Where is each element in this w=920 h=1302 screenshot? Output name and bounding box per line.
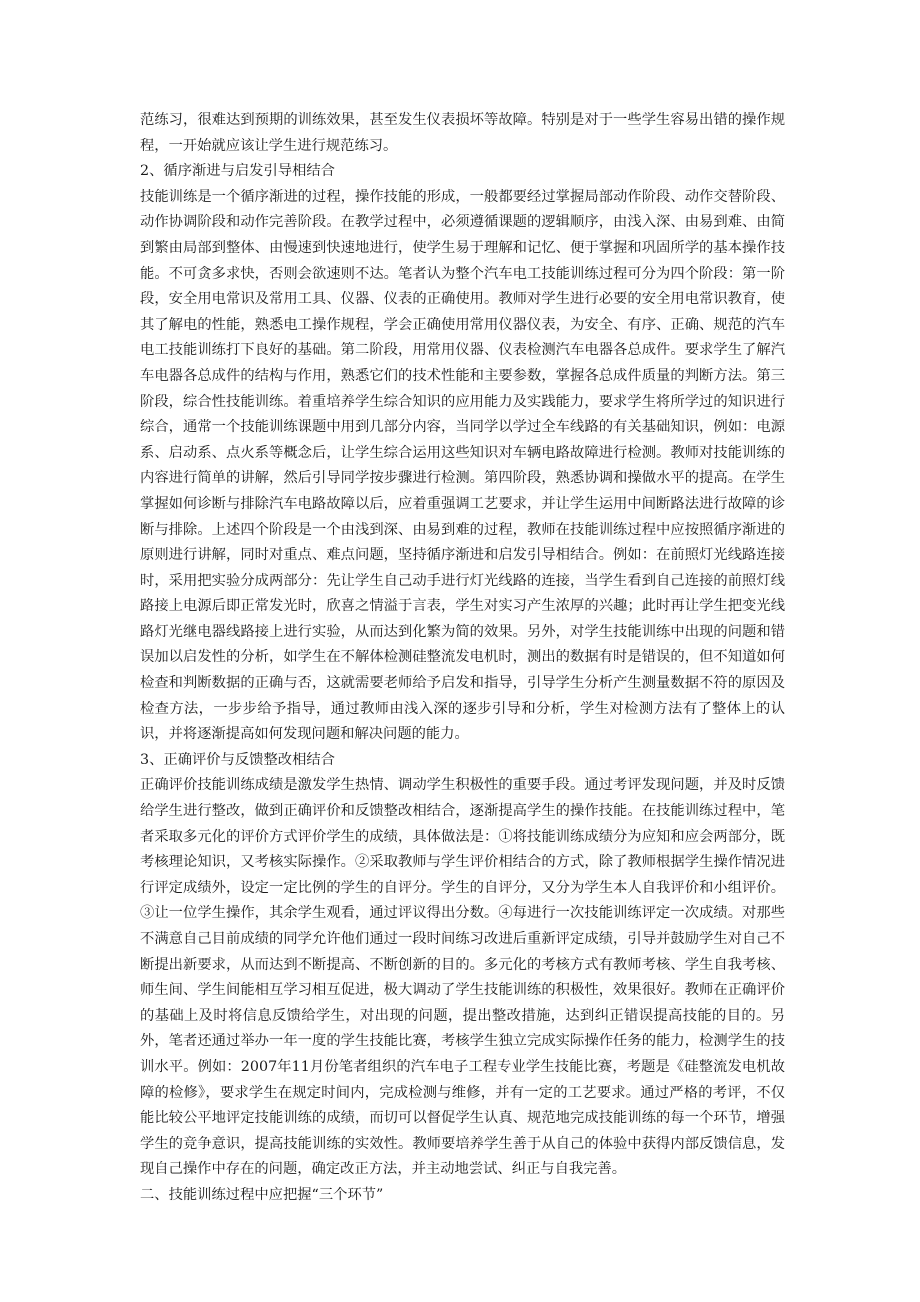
heading-section-2: 2、循序渐进与启发引导相结合	[140, 163, 335, 180]
paragraph-section-2: 技能训练是一个循序渐进的过程，操作技能的形成，一般都要经过掌握局部动作阶段、动作交替阶段、动作协调阶段和动作完善阶段。在教学过程中，必须遵循课题的逻辑顺序，由浅入深、由易到难、由简到繁由局部到整体、由慢速到快速地进行，使学生易于理解和记忆、便于掌握和巩固所学的基本操作技能。不可贪多求快，否则会欲速则不达。笔者认为整个汽车电工技能训练过程可分为四个阶段：第一阶段，安全用电常识及常用工具、仪器、仪表的正确使用。教师对学生进行必要的安全用电常识教育，使其了解电的性能，熟悉电工操作规程，学会正确使用常用仪器仪表，为安全、有序、正确、规范的汽车电工技能训练打下良好的基础。第二阶段，用常用仪器、仪表检测汽车电器各总成件。要求学生了解汽车电器各总成件的结构与作用，熟悉它们的技术性能和主要参数，掌握各总成件质量的判断方法。第三阶段，综合性技能训练。着重培养学生综合知识的应用能力及实践能力，要求学生将所学过的知识进行综合，通常一个技能训练课题中用到几部分内容，当同学以学过全车线路的有关基础知识，例如：电源系、启动系、点火系等概念后，让学生综合运用这些知识对车辆电路故障进行检测。教师对技能训练的内容进行简单的讲解，然后引导同学按步骤进行检测。第四阶段，熟悉协调和操做水平的提高。在学生掌握如何诊断与排除汽车电路故障以后，应着重强调工艺要求，并让学生运用中间断路法进行故障的诊断与排除。上述四个阶段是一个由浅到深、由易到难的过程，教师在技能训练过程中应按照循序渐进的原则进行讲解，同时对重点、难点问题，坚持循序渐进和启发引导相结合。例如：在前照灯光线路连接时，采用把实验分成两部分：先让学生自己动手进行灯光线路的连接，当学生看到自己连接的前照灯线路接上电源后即正常发光时，欣喜之情溢于言表，学生对实习产生浓厚的兴趣；此时再让学生把变光线路灯光继电器线路接上进行实验，从而达到化繁为简的效果。另外，对学生技能训练中出现的问题和错误加以启发性的分析，如学生在不解体检测硅整流发电机时，测出的数据有时是错误的，但不知道如何检查和判断数据的正确与否，这就需要老师给予启发和指导，引导学生分析产生测量数据不符的原因及检查方法，一步步给予指导，通过教师由浅入深的逐步引导和分析，学生对检测方法有了整体上的认识，并将逐渐提高如何发现问题和解决问题的能力。	[140, 188, 785, 743]
document-body	[140, 108, 785, 1209]
heading-section-3: 3、正确评价与反馈整改相结合	[140, 751, 335, 768]
paragraph-intro: 范练习，很难达到预期的训练效果，甚至发生仪表损坏等故障。特别是对于一些学生容易出错的操作规程，一开始就应该让学生进行规范练习。	[140, 112, 785, 154]
paragraph-section-3: 正确评价技能训练成绩是激发学生热情、调动学生积极性的重要手段。通过考评发现问题，并及时反馈给学生进行整改，做到正确评价和反馈整改相结合，逐渐提高学生的操作技能。在技能训练过程中，笔者采取多元化的评价方式评价学生的成绩，具体做法是：①将技能训练成绩分为应知和应会两部分，既考核理论知识，又考核实际操作。②采取教师与学生评价相结合的方式，除了教师根据学生操作情况进行评定成绩外，设定一定比例的学生的自评分。学生的自评分，又分为学生本人自我评价和小组评价。③让一位学生操作，其余学生观看，通过评议得出分数。④每进行一次技能训练评定一次成绩。对那些不满意自己目前成绩的同学允许他们通过一段时间练习改进后重新评定成绩，引导并鼓励学生对自己不断提出新要求，从而达到不断提高、不断创新的目的。多元化的考核方式有教师考核、学生自我考核、师生间、学生间能相互学习相互促进，极大调动了学生技能训练的积极性，效果很好。教师在正确评价的基础上及时将信息反馈给学生，对出现的问题，提出整改措施，达到纠正错误提高技能的目的。另外，笔者还通过举办一年一度的学生技能比赛，考核学生独立完成实际操作任务的能力，检测学生的技训水平。例如：2007年11月份笔者组织的汽车电子工程专业学生技能比赛，考题是《硅整流发电机故障的检修》，要求学生在规定时间内，完成检测与维修，并有一定的工艺要求。通过严格的考评，不仅能比较公平地评定技能训练的成绩，而切可以督促学生认真、规范地完成技能训练的每一个环节，增强学生的竞争意识，提高技能训练的实效性。教师要培养学生善于从自己的体验中获得内部反馈信息，发现自己操作中存在的问题，确定改正方法，并主动地尝试、纠正与自我完善。	[140, 777, 785, 1178]
heading-part-2: 二、技能训练过程中应把握“三个环节”	[140, 1186, 384, 1203]
